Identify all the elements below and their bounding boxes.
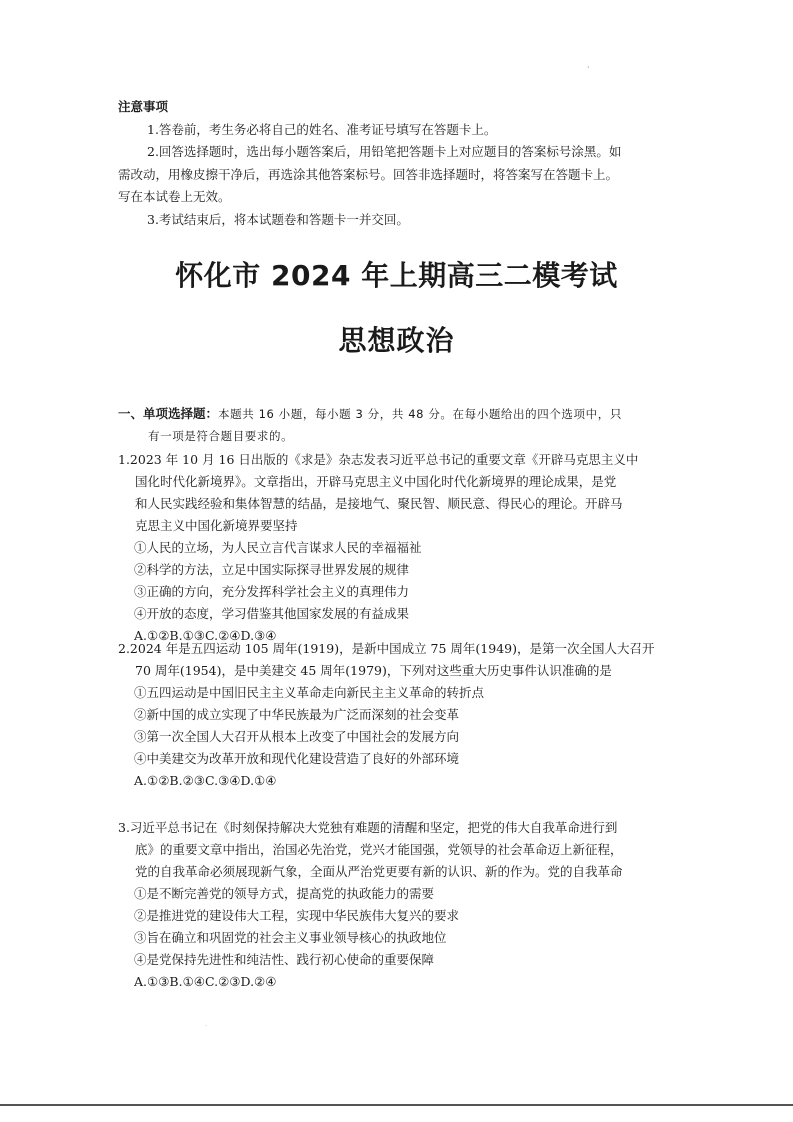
question-1 xyxy=(118,449,688,647)
notice-title: 注意事项 xyxy=(118,99,169,114)
question-option: ④开放的态度，学习借鉴其他国家发展的有益成果 xyxy=(134,606,410,621)
question-stem: 和人民实践经验和集体智慧的结晶，是接地气、聚民智、顺民意、得民心的理论。开辟马 xyxy=(135,496,623,511)
top-dot-mark: · xyxy=(587,63,590,72)
notice-item: 1.答卷前，考生务必将自己的姓名、准考证号填写在答题卡上。 xyxy=(147,121,497,137)
question-stem: 党的自我革命必须展现新气象，全面从严治党更要有新的认识、新的作为。党的自我革命 xyxy=(135,864,623,879)
question-3 xyxy=(118,817,688,993)
question-stem: 70 周年(1954)，是中美建交 45 周年(1979)，下列对这些重大历史事件认识准确的是 xyxy=(135,663,612,678)
question-option: ②科学的方法，立足中国实际探寻世界发展的规律 xyxy=(134,562,410,577)
question-option: ②新中国的成立实现了中华民族最为广泛而深刻的社会变革 xyxy=(134,707,460,722)
notice-item: 3.考试结束后，将本试题卷和答题卡一并交回。 xyxy=(147,211,409,227)
question-option: ③第一次全国人大召开从根本上改变了中国社会的发展方向 xyxy=(134,729,460,744)
question-stem: 国化时代化新境界》。文章指出，开辟马克思主义中国化时代化新境界的理论成果，是党 xyxy=(135,474,617,489)
answer-choices: A.①②B.①③C.②④D.③④ xyxy=(134,628,277,643)
exam-title: 怀化市 2024 年上期高三二模考试 xyxy=(175,259,618,292)
section-heading-instructions: 本题共 16 小题，每小题 3 分，共 48 分。在每小题给出的四个选项中，只 xyxy=(218,407,622,421)
question-stem: 克思主义中国化新境界要坚持 xyxy=(135,518,298,533)
question-2 xyxy=(118,638,688,792)
question-option: ③旨在确立和巩固党的社会主义事业领导核心的执政地位 xyxy=(134,930,447,945)
question-option: ④是党保持先进性和纯洁性、践行初心使命的重要保障 xyxy=(134,952,435,967)
subject-title: 思想政治 xyxy=(338,324,455,357)
section-heading-instructions-continued: 有一项是符合题目要求的。 xyxy=(148,429,294,443)
question-stem: 3.习近平总书记在《时刻保持解决大党独有难题的清醒和坚定，把党的伟大自我革命进行到 xyxy=(118,820,618,835)
question-stem: 1.2023 年 10 月 16 日出版的《求是》杂志发表习近平总书记的重要文章《开辟马克思主义中 xyxy=(118,452,639,467)
answer-choices: A.①②B.②③C.③④D.①④ xyxy=(134,773,277,788)
answer-choices: A.①③B.①④C.②③D.②④ xyxy=(134,974,277,989)
question-option: ②是推进党的建设伟大工程，实现中华民族伟大复兴的要求 xyxy=(134,908,460,923)
question-stem: 2.2024 年是五四运动 105 周年(1919)，是新中国成立 75 周年(1949)，是第一次全国人大召开 xyxy=(118,641,655,656)
notice-item-continued: 写在本试卷上无效。 xyxy=(118,189,231,204)
notice-section xyxy=(118,96,688,231)
question-option: ③正确的方向，充分发挥科学社会主义的真理伟力 xyxy=(134,584,410,599)
section-heading xyxy=(118,403,688,447)
question-option: ①人民的立场，为人民立言代言谋求人民的幸福福祉 xyxy=(134,540,422,555)
question-stem: 底》的重要文章中指出，治国必先治党，党兴才能国强，党领导的社会革命迈上新征程， xyxy=(135,842,623,857)
notice-item-continued: 需改动，用橡皮擦干净后，再选涂其他答案标号。回答非选择题时，将答案写在答题卡上。 xyxy=(118,166,619,182)
notice-item: 2.回答选择题时，选出每小题答案后，用铅笔把答题卡上对应题目的答案标号涂黑。如 xyxy=(147,144,622,159)
section-heading-lead: 一、单项选择题： xyxy=(118,406,219,421)
question-option: ④中美建交为改革开放和现代化建设营造了良好的外部环境 xyxy=(134,751,460,766)
question-option: ①五四运动是中国旧民主主义革命走向新民主主义革命的转折点 xyxy=(134,685,485,700)
page-bottom-rule xyxy=(0,1104,793,1106)
question-option: ①是不断完善党的领导方式，提高党的执政能力的需要 xyxy=(134,886,435,901)
bottom-dot-mark: · xyxy=(205,1023,207,1030)
